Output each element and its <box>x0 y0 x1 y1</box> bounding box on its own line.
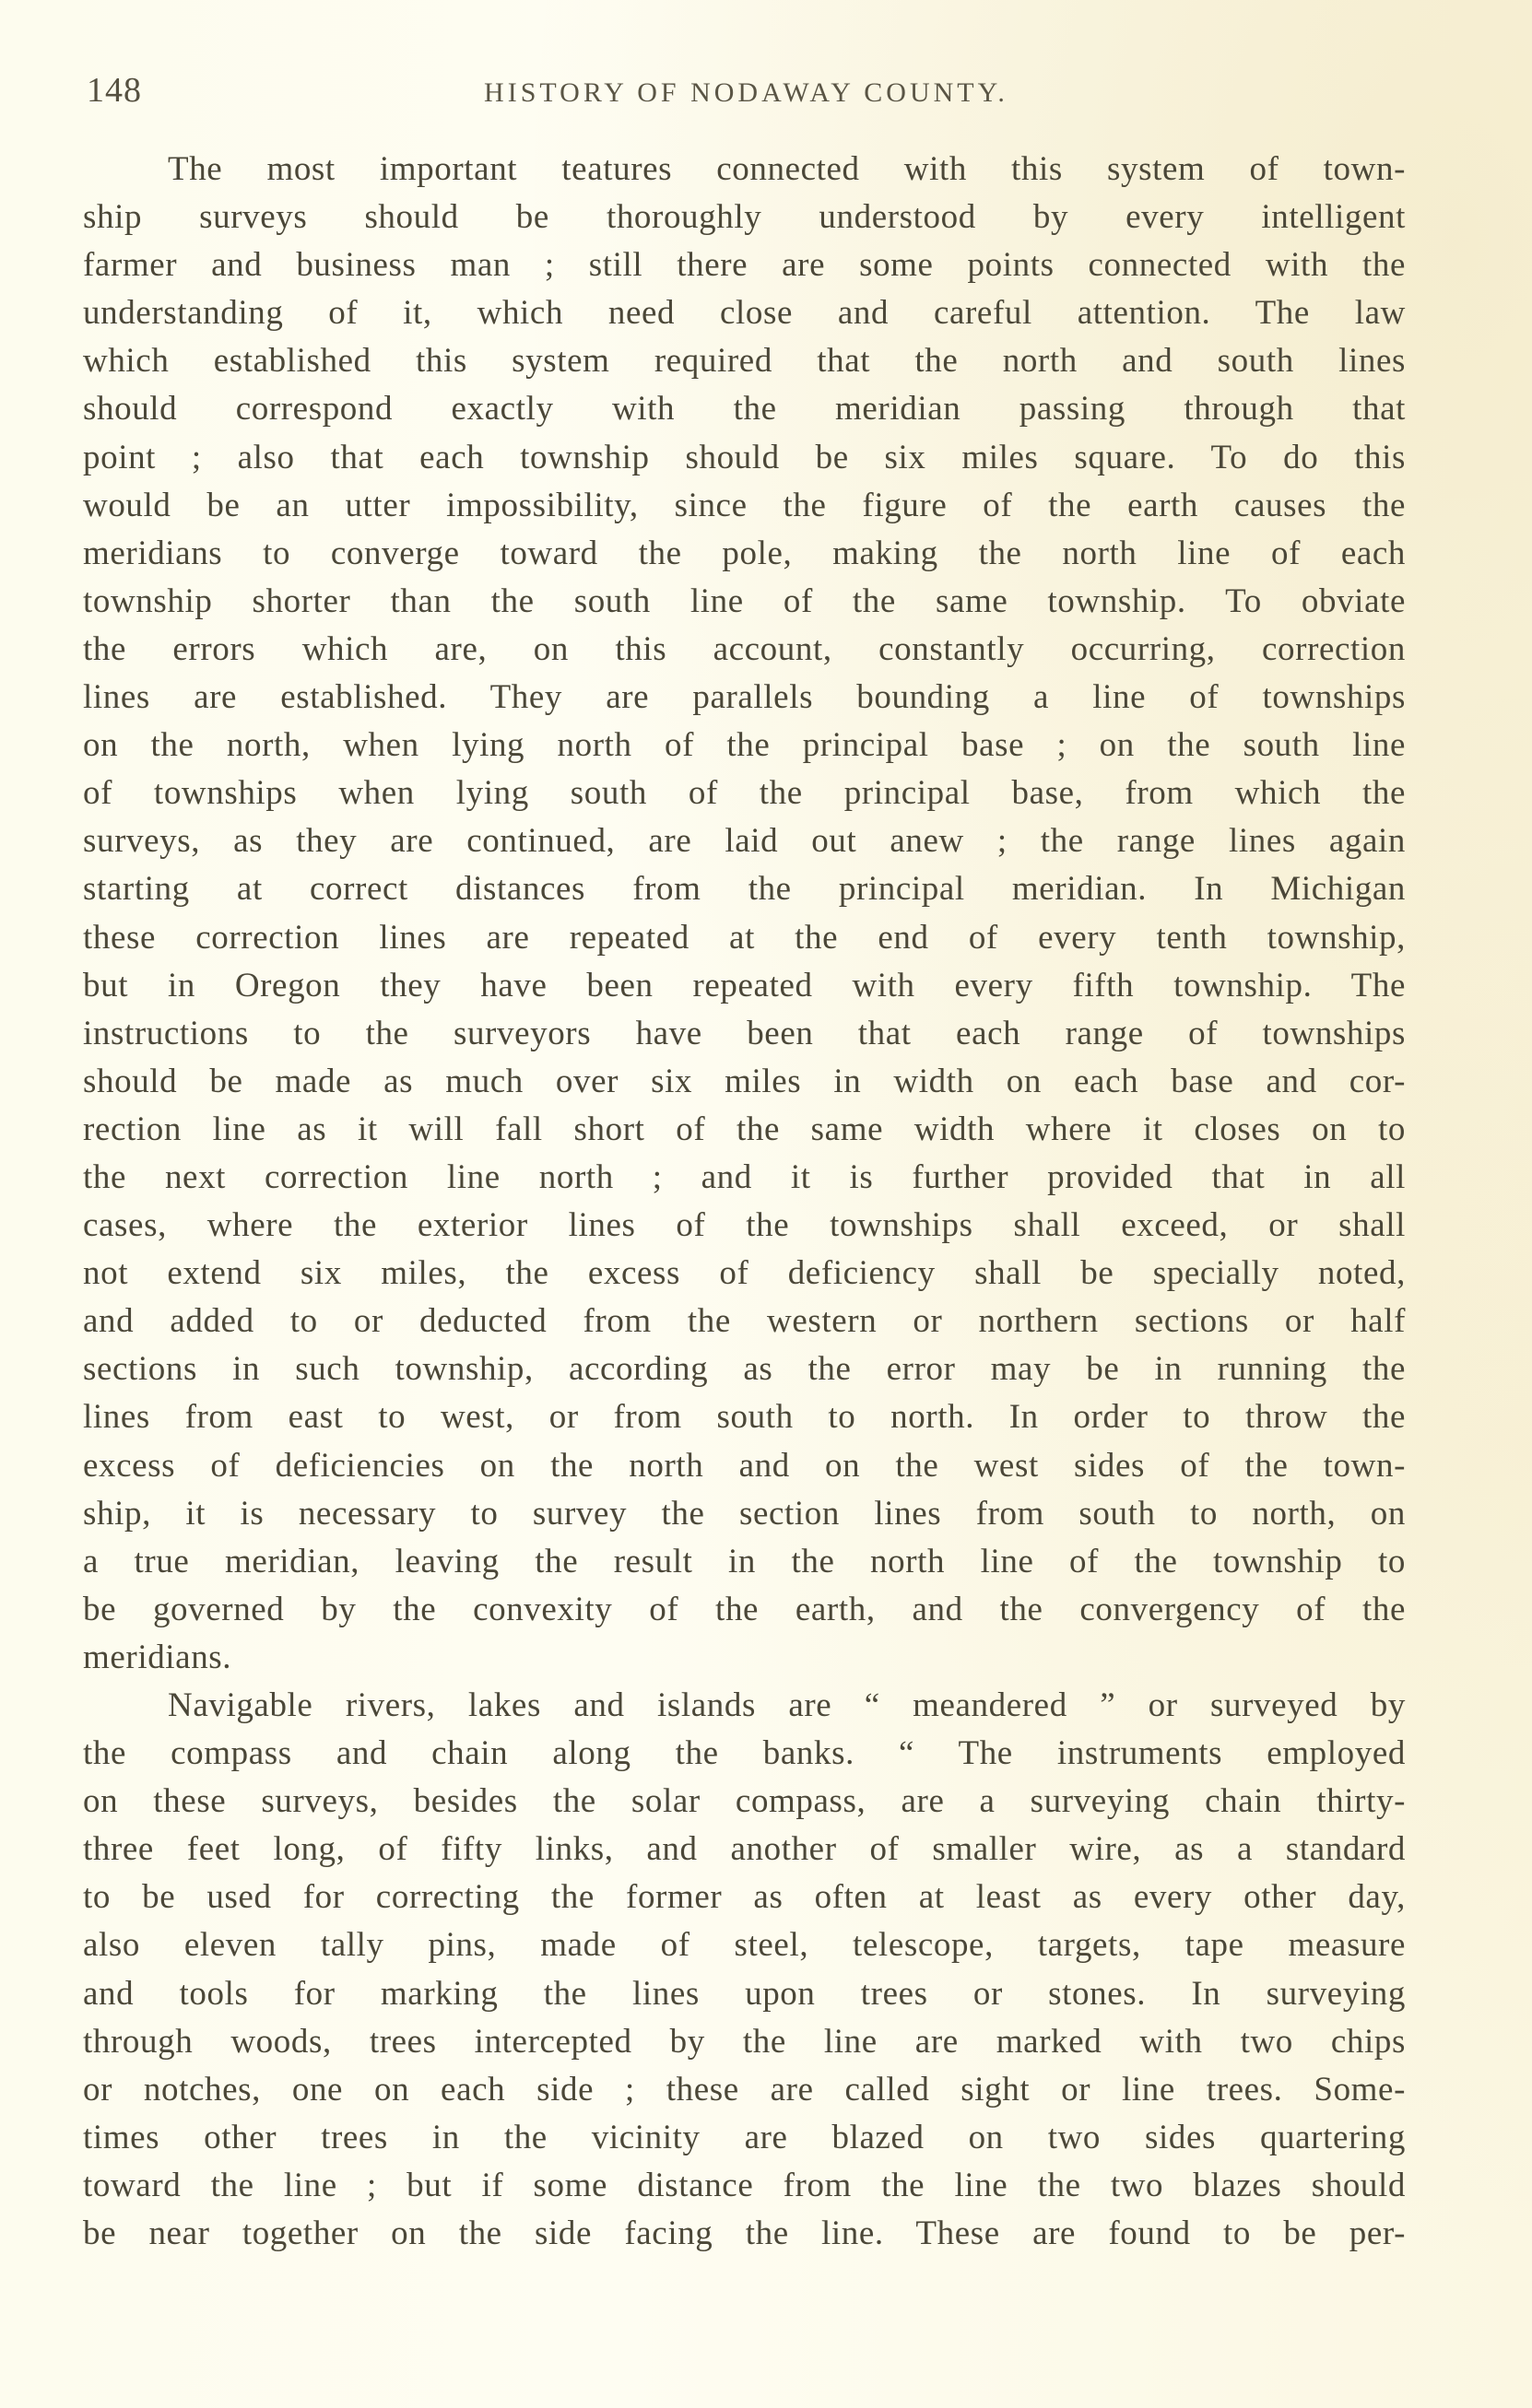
text-line: meridians to converge toward the pole, making the north line of each <box>83 534 1406 572</box>
text-line: instructions to the surveyors have been that each range of townships <box>83 1014 1406 1052</box>
text-line: cases, where the exterior lines of the townships shall exceed, or shall <box>83 1206 1406 1245</box>
text-line: should be made as much over six miles in width on each base and cor- <box>83 1062 1406 1100</box>
paragraph-2 <box>83 1682 1406 2258</box>
text-line: should correspond exactly with the meridian passing through that <box>83 390 1406 429</box>
text-line: times other trees in the vicinity are blazed on two sides quartering <box>83 2118 1406 2156</box>
text-line: toward the line ; but if some distance from the line the two blazes should <box>83 2166 1406 2204</box>
text-line: the compass and chain along the banks. “ The instruments employed <box>83 1734 1406 1773</box>
text-line: excess of deficiencies on the north and on the west sides of the town- <box>83 1446 1406 1485</box>
text-line: farmer and business man ; still there are some points connected with the <box>83 246 1406 285</box>
text-line: lines are established. They are parallels bounding a line of townships <box>83 678 1406 717</box>
text-line: The most important teatures connected with this system of town- <box>168 150 1406 188</box>
text-line: be near together on the side facing the line. These are found to be per- <box>83 2214 1406 2253</box>
text-line: Navigable rivers, lakes and islands are “ meandered ” or surveyed by <box>168 1686 1406 1724</box>
text-line: through woods, trees intercepted by the line are marked with two chips <box>83 2022 1406 2061</box>
text-line: surveys, as they are continued, are laid out anew ; the range lines again <box>83 822 1406 861</box>
page-number: 148 <box>87 71 142 110</box>
text-line: of townships when lying south of the principal base, from which the <box>83 774 1406 813</box>
text-line: but in Oregon they have been repeated with every fifth township. The <box>83 966 1406 1004</box>
text-line: a true meridian, leaving the result in the north line of the township to <box>83 1542 1406 1580</box>
text-line: on the north, when lying north of the principal base ; on the south line <box>83 726 1406 765</box>
text-line: on these surveys, besides the solar compass, are a surveying chain thirty- <box>83 1782 1406 1821</box>
text-line: or notches, one on each side ; these are called sight or line trees. Some- <box>83 2070 1406 2108</box>
text-line: three feet long, of fifty links, and another of smaller wire, as a standard <box>83 1830 1406 1869</box>
text-line: these correction lines are repeated at the end of every tenth township, <box>83 918 1406 957</box>
text-line: and added to or deducted from the western or northern sections or half <box>83 1302 1406 1341</box>
text-line: starting at correct distances from the principal meridian. In Michigan <box>83 870 1406 909</box>
text-line: meridians. <box>83 1638 232 1676</box>
text-line: the errors which are, on this account, constantly occurring, correction <box>83 629 1406 668</box>
text-line: also eleven tally pins, made of steel, telescope, targets, tape measure <box>83 1926 1406 1965</box>
running-title: HISTORY OF NODAWAY COUNTY. <box>484 77 1008 108</box>
text-line: ship, it is necessary to survey the section lines from south to north, on <box>83 1494 1406 1533</box>
paragraph-1 <box>83 146 1406 1682</box>
text-line: lines from east to west, or from south to north. In order to throw the <box>83 1398 1406 1437</box>
text-line: sections in such township, according as the error may be in running the <box>83 1350 1406 1389</box>
text-line: the next correction line north ; and it is further provided that in all <box>83 1157 1406 1196</box>
text-line: which established this system required that the north and south lines <box>83 342 1406 381</box>
text-line: township shorter than the south line of the same township. To obviate <box>83 581 1406 620</box>
text-line: rection line as it will fall short of the same width where it closes on to <box>83 1110 1406 1148</box>
text-line: ship surveys should be thoroughly understood by every intelligent <box>83 198 1406 237</box>
text-line: would be an utter impossibility, since the figure of the earth causes the <box>83 486 1406 524</box>
text-line: and tools for marking the lines upon trees or stones. In surveying <box>83 1974 1406 2013</box>
text-line: be governed by the convexity of the earth, and the convergency of the <box>83 1590 1406 1628</box>
text-line: point ; also that each township should be six miles square. To do this <box>83 438 1406 476</box>
body-text <box>83 146 1406 2258</box>
text-line: to be used for correcting the former as often at least as every other day, <box>83 1878 1406 1917</box>
text-line: understanding of it, which need close and careful attention. The law <box>83 294 1406 333</box>
running-head <box>83 66 1406 122</box>
text-line: not extend six miles, the excess of deficiency shall be specially noted, <box>83 1254 1406 1293</box>
